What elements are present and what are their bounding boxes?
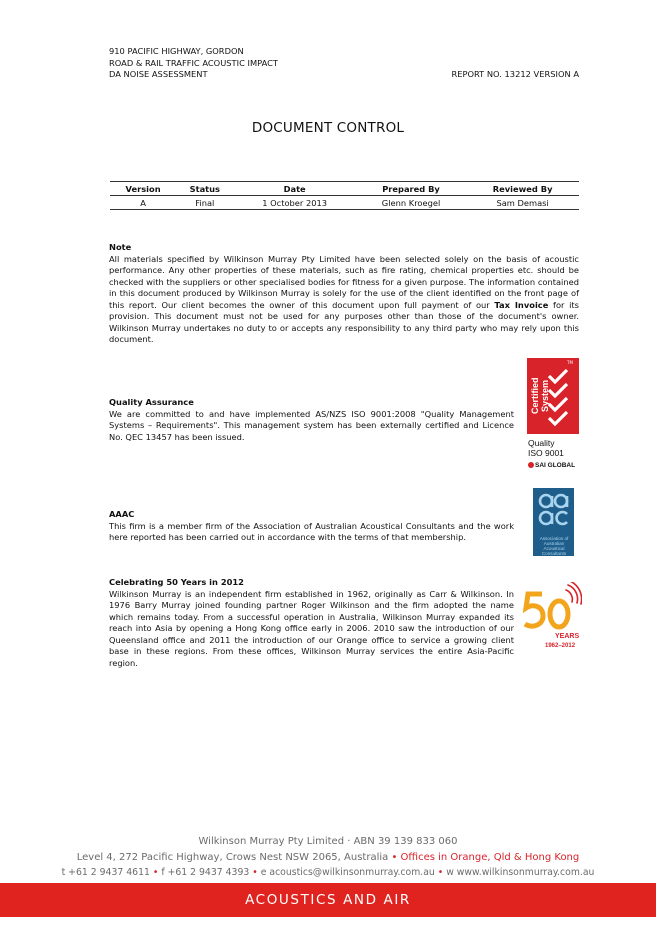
table-header-row (110, 182, 579, 196)
iso-9001-word: ISO 9001 (528, 448, 564, 458)
fifty-years-logo (522, 582, 582, 654)
quality-body: We are committed to and have implemented AS/NZS ISO 9001:2008 "Quality Management Systems – Requirements". This management system has been externally certified and Licence No. QEC 13457 has been issued. (109, 408, 514, 442)
page-title: DOCUMENT CONTROL (251, 120, 405, 136)
document-control-table (110, 181, 579, 210)
footer-fax: f +61 2 9437 4393 (161, 867, 250, 878)
year-range-text: 1962–2012 (545, 643, 576, 649)
column-header-reviewed-by: Reviewed By (492, 183, 553, 194)
sai-global-text: SAI GLOBAL (535, 462, 576, 469)
project-line: 910 PACIFIC HIGHWAY, GORDON (109, 46, 244, 56)
note-body (109, 254, 579, 346)
footer-company-line: Wilkinson Murray Pty Limited · ABN 39 139 833 060 (198, 836, 458, 847)
cell-date: 1 October 2013 (262, 197, 328, 208)
quality-assurance-section (109, 397, 514, 443)
quality-iso-label (528, 438, 564, 458)
aaac-logo-text: Association of Australian Acoustical Consultants (539, 536, 569, 556)
footer-offices: Offices in Orange, Qld & Hong Kong (400, 852, 580, 863)
note-text-part-a: All materials specified by Wilkinson Murray Pty Limited have been selected solely on the basis of acoustic performance. Any other properties of these materials, such as fire rating, chemical properties etc. should be checked with the suppliers or other specialised bodies for fitness for a given purpose. The information contained in this document produced by Wilkinson Murray is solely for the use of the client identified on the front page of this report. Our client becomes the owner of this document upon full payment of our (109, 253, 579, 310)
tick-marks-icon (527, 358, 579, 434)
quality-heading: Quality Assurance (109, 397, 194, 407)
quality-word: Quality (528, 438, 555, 448)
footer-band (0, 883, 656, 917)
report-header (109, 46, 579, 81)
footer-bullet: • (252, 867, 258, 878)
aaac-monogram-icon (533, 488, 574, 534)
cell-reviewed-by: Sam Demasi (496, 197, 549, 208)
aaac-logo (533, 488, 574, 556)
sai-global-mark (528, 462, 575, 469)
fifty-years-heading: Celebrating 50 Years in 2012 (109, 577, 244, 587)
cell-prepared-by: Glenn Kroegel (381, 197, 441, 208)
footer-tagline: ACOUSTICS AND AIR (245, 892, 411, 908)
report-subject-line: ROAD & RAIL TRAFFIC ACOUSTIC IMPACT (109, 57, 278, 68)
certified-system-text: Certified System (530, 377, 550, 415)
cell-version: A (140, 197, 146, 208)
fifty-numeral-icon (522, 582, 582, 634)
column-header-status: Status (189, 183, 220, 194)
aaac-body: This firm is a member firm of the Association of Australian Acoustical Consultants and the work here reported has been carried out in accordance with the terms of that membership. (109, 520, 514, 542)
column-header-prepared-by: Prepared By (382, 183, 440, 194)
footer-address: Level 4, 272 Pacific Highway, Crows Nest NSW 2065, Australia (76, 852, 389, 863)
report-number: REPORT NO. 13212 VERSION A (451, 69, 579, 79)
column-header-version: Version (125, 183, 161, 194)
years-text: YEARS (555, 633, 580, 640)
note-section (109, 242, 579, 346)
tax-invoice-bold: Tax Invoice (494, 299, 549, 310)
footer-bullet: • (437, 867, 444, 878)
fifty-years-section (109, 577, 514, 669)
table-row (110, 196, 579, 210)
note-heading: Note (109, 242, 132, 252)
fifty-years-body: Wilkinson Murray is an independent firm established in 1962, originally as Carr & Wilkinson. In 1976 Barry Murray joined founding partner Roger Wilkinson and the firm adopted the name which remains today. From a successful operation in Australia, Wilkinson Murray expanded its reach into Asia by opening a Hong Kong office early in 2006. 2010 saw the introduction of our Queensland office and 2011 the introduction of our Orange office to service a growing client base in these regions. From these offices, Wilkinson Murray services the entire Asia-Pacific region. (109, 588, 514, 668)
aaac-heading: AAAC (109, 509, 135, 519)
footer-email: e acoustics@wilkinsonmurray.com.au (260, 867, 435, 878)
footer-address-line (0, 852, 656, 863)
sai-dot-icon (528, 462, 534, 468)
assessment-type-line: DA NOISE ASSESSMENT (109, 69, 208, 79)
column-header-date: Date (283, 183, 306, 194)
footer-bullet: • (391, 852, 398, 863)
certified-system-logo (527, 358, 579, 473)
cell-status: Final (195, 197, 215, 208)
certified-system-badge (527, 358, 579, 434)
footer-contact-line (0, 867, 656, 878)
note-text-part-b: for its provision. This document must not be used for any purposes other than those of the document's owner. Wilkinson Murray undertakes no duty to or accepts any responsibility to any third party who may rely upon this document. (109, 299, 579, 344)
aaac-section (109, 509, 514, 544)
footer-phone: t +61 2 9437 4611 (61, 867, 150, 878)
trademark-mark: TM (567, 360, 573, 365)
footer-bullet: • (152, 867, 159, 878)
footer-website: w www.wilkinsonmurray.com.au (446, 867, 595, 878)
